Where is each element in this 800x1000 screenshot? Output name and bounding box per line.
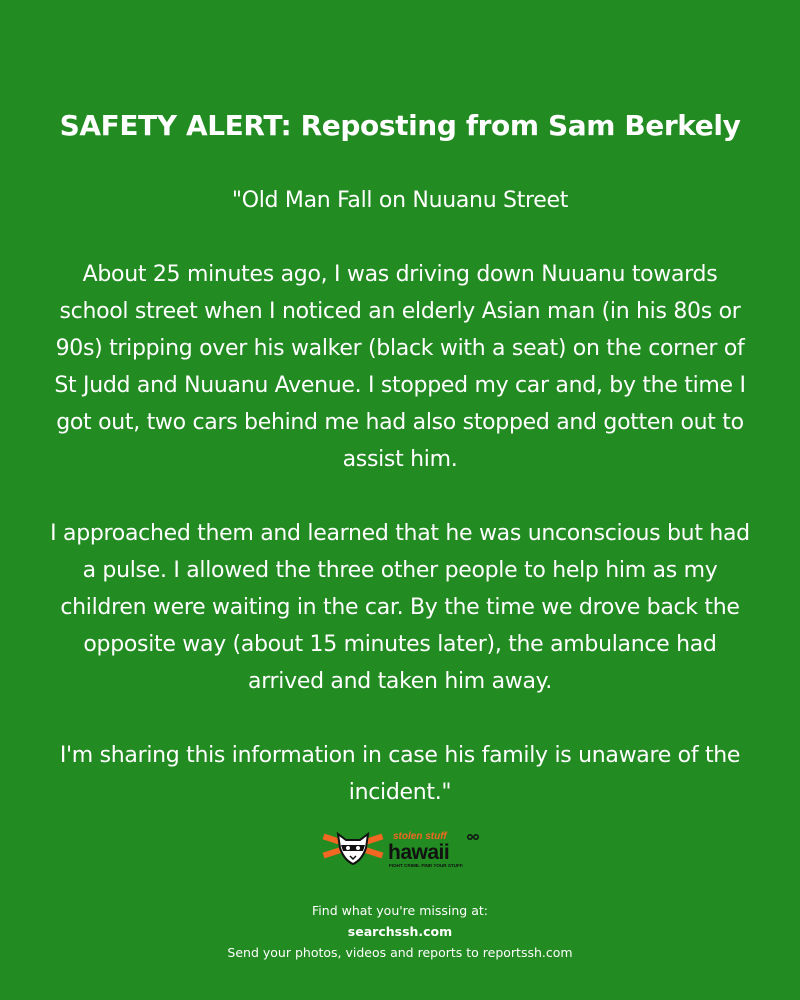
stolen-stuff-hawaii-logo (322, 826, 482, 870)
masked-mascot-icon (338, 834, 368, 864)
story-heading: "Old Man Fall on Nuuanu Street (231, 188, 569, 213)
searchssh-link[interactable]: searchssh.com (347, 924, 453, 939)
alert-body (50, 182, 750, 811)
footer-report-text: Send your photos, videos and reports to reportssh.com (227, 945, 573, 960)
footer-find-text: Find what you're missing at: (312, 903, 488, 918)
story-paragraph-3: I'm sharing this information in case his family is unaware of the incident." (59, 743, 741, 805)
logo-tagline: FIGHT CRIME. FIND YOUR STUFF. (389, 863, 464, 868)
footer (0, 900, 800, 963)
story-paragraph-1: About 25 minutes ago, I was driving down Nuuanu towards school street when I noticed an elderly Asian man (in his 80s or 90s) tripping over his walker (black with a seat) on the corner of St Judd and Nuuanu Avenue. I stopped my car and, by the time I got out, two cars behind me had also stopped and gotten out to assist him. (54, 262, 746, 472)
story-paragraph-2: I approached them and learned that he was unconscious but had a pulse. I allowed the three other people to help him as my children were waiting in the car. By the time we drove back the opposite way (about 15 minutes later), the ambulance had arrived and taken him away. (50, 521, 750, 694)
alert-title: SAFETY ALERT: Reposting from Sam Berkely (59, 109, 741, 142)
logo-line1: stolen stuff (393, 831, 447, 842)
logo-line2: hawaii (388, 841, 450, 864)
